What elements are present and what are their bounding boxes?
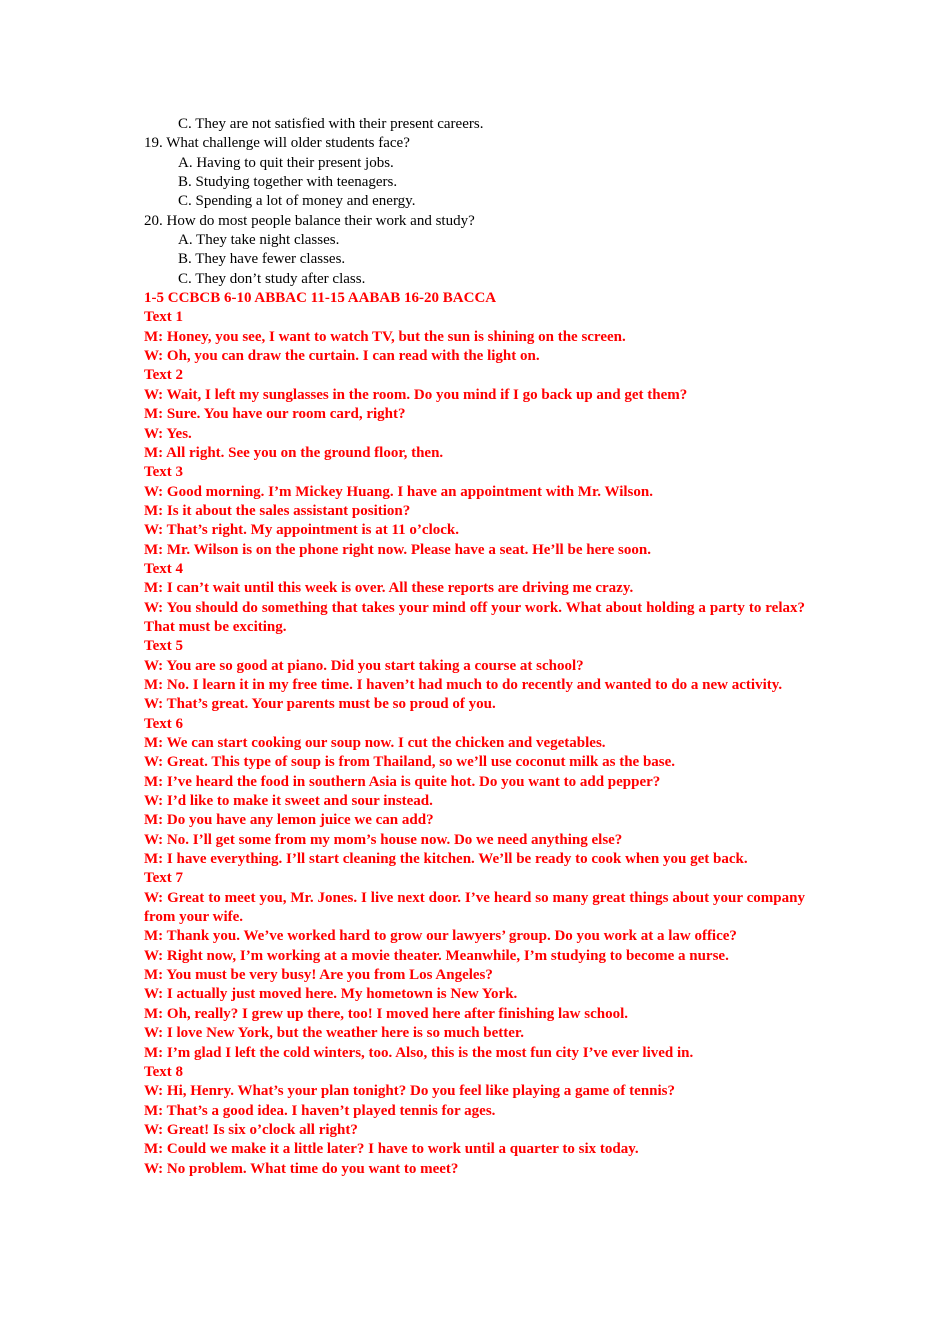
- transcript-line: M: Do you have any lemon juice we can add?: [144, 812, 434, 829]
- transcript-line: W: Great to meet you, Mr. Jones. I live next door. I’ve heard so many great things about your company from your wife.: [144, 889, 805, 926]
- q19-question: 19. What challenge will older students face?: [144, 135, 410, 152]
- transcript-title: Text 6: [144, 715, 184, 732]
- transcript-line: W: That’s great. Your parents must be so proud of you.: [144, 696, 496, 713]
- q19-option-c: C. Spending a lot of money and energy.: [178, 193, 416, 210]
- transcript-line: M: I have everything. I’ll start cleaning the kitchen. We’ll be ready to cook when you get back.: [144, 851, 748, 868]
- q19-option-b: B. Studying together with teenagers.: [178, 174, 398, 191]
- answer-key: 1-5 CCBCB 6-10 ABBAC 11-15 AABAB 16-20 BACCA: [144, 290, 497, 307]
- transcript-line: M: Is it about the sales assistant position?: [144, 502, 411, 519]
- transcript-line: M: Mr. Wilson is on the phone right now. Please have a seat. He’ll be here soon.: [144, 541, 651, 558]
- document-page: [144, 115, 805, 1179]
- transcript-line: M: Could we make it a little later? I have to work until a quarter to six today.: [144, 1141, 639, 1158]
- transcript-line: W: That’s right. My appointment is at 11 o’clock.: [144, 522, 460, 539]
- transcript-line: W: Good morning. I’m Mickey Huang. I have an appointment with Mr. Wilson.: [144, 483, 653, 500]
- q20-option-a: A. They take night classes.: [178, 232, 340, 249]
- transcript-line: W: Hi, Henry. What’s your plan tonight? Do you feel like playing a game of tennis?: [144, 1083, 676, 1100]
- transcript-title: Text 2: [144, 367, 184, 384]
- transcript-line: M: I’ve heard the food in southern Asia is quite hot. Do you want to add pepper?: [144, 773, 661, 790]
- transcript-line: W: Great! Is six o’clock all right?: [144, 1121, 358, 1138]
- transcript-line: W: Yes.: [144, 425, 192, 442]
- transcript-line: M: Sure. You have our room card, right?: [144, 406, 406, 423]
- transcript-line: W: Oh, you can draw the curtain. I can read with the light on.: [144, 348, 540, 365]
- transcript-title: Text 3: [144, 464, 184, 481]
- transcript-title: Text 8: [144, 1063, 184, 1080]
- transcript-line: W: No. I’ll get some from my mom’s house now. Do we need anything else?: [144, 831, 623, 848]
- transcript-line: M: We can start cooking our soup now. I cut the chicken and vegetables.: [144, 735, 606, 751]
- q19-option-a: A. Having to quit their present jobs.: [178, 154, 394, 171]
- transcript-line: M: Honey, you see, I want to watch TV, but the sun is shining on the screen.: [144, 328, 626, 345]
- transcript-line: M: All right. See you on the ground floor, then.: [144, 444, 444, 461]
- transcript-title: Text 1: [144, 309, 184, 326]
- q18-option-c: C. They are not satisfied with their present careers.: [178, 116, 484, 132]
- transcript-line: W: You should do something that takes your mind off your work. What about holding a party to relax? That must be exciting.: [144, 599, 805, 635]
- transcript-line: M: I’m glad I left the cold winters, too. Also, this is the most fun city I’ve ever lived in.: [144, 1044, 694, 1061]
- transcript-line: W: No problem. What time do you want to meet?: [144, 1160, 459, 1177]
- transcript-line: M: Oh, really? I grew up there, too! I moved here after finishing law school.: [144, 1005, 628, 1022]
- transcript-line: M: No. I learn it in my free time. I haven’t had much to do recently and wanted to do a new activity.: [144, 676, 783, 693]
- transcript-title: Text 5: [144, 638, 184, 655]
- q20-question: 20. How do most people balance their work and study?: [144, 212, 475, 229]
- transcript-line: M: Thank you. We’ve worked hard to grow our lawyers’ group. Do you work at a law office?: [144, 928, 737, 945]
- q20-option-c: C. They don’t study after class.: [178, 270, 366, 287]
- transcript-line: W: Wait, I left my sunglasses in the room. Do you mind if I go back up and get them?: [144, 386, 688, 403]
- q20-option-b: B. They have fewer classes.: [178, 251, 346, 268]
- transcript-line: W: I’d like to make it sweet and sour instead.: [144, 793, 433, 810]
- transcript-line: W: Great. This type of soup is from Thailand, so we’ll use coconut milk as the base.: [144, 754, 676, 771]
- transcript-line: M: I can’t wait until this week is over. All these reports are driving me crazy.: [144, 580, 634, 597]
- transcript-line: M: That’s a good idea. I haven’t played tennis for ages.: [144, 1102, 496, 1119]
- transcript-line: W: I love New York, but the weather here is so much better.: [144, 1025, 524, 1042]
- transcript-line: W: You are so good at piano. Did you start taking a course at school?: [144, 657, 584, 674]
- transcript-line: W: Right now, I’m working at a movie theater. Meanwhile, I’m studying to become a nurse.: [144, 947, 729, 964]
- transcript-title: Text 4: [144, 560, 184, 577]
- transcript-line: M: You must be very busy! Are you from Los Angeles?: [144, 967, 493, 984]
- transcript-title: Text 7: [144, 870, 184, 887]
- transcript-line: W: I actually just moved here. My hometown is New York.: [144, 986, 518, 1003]
